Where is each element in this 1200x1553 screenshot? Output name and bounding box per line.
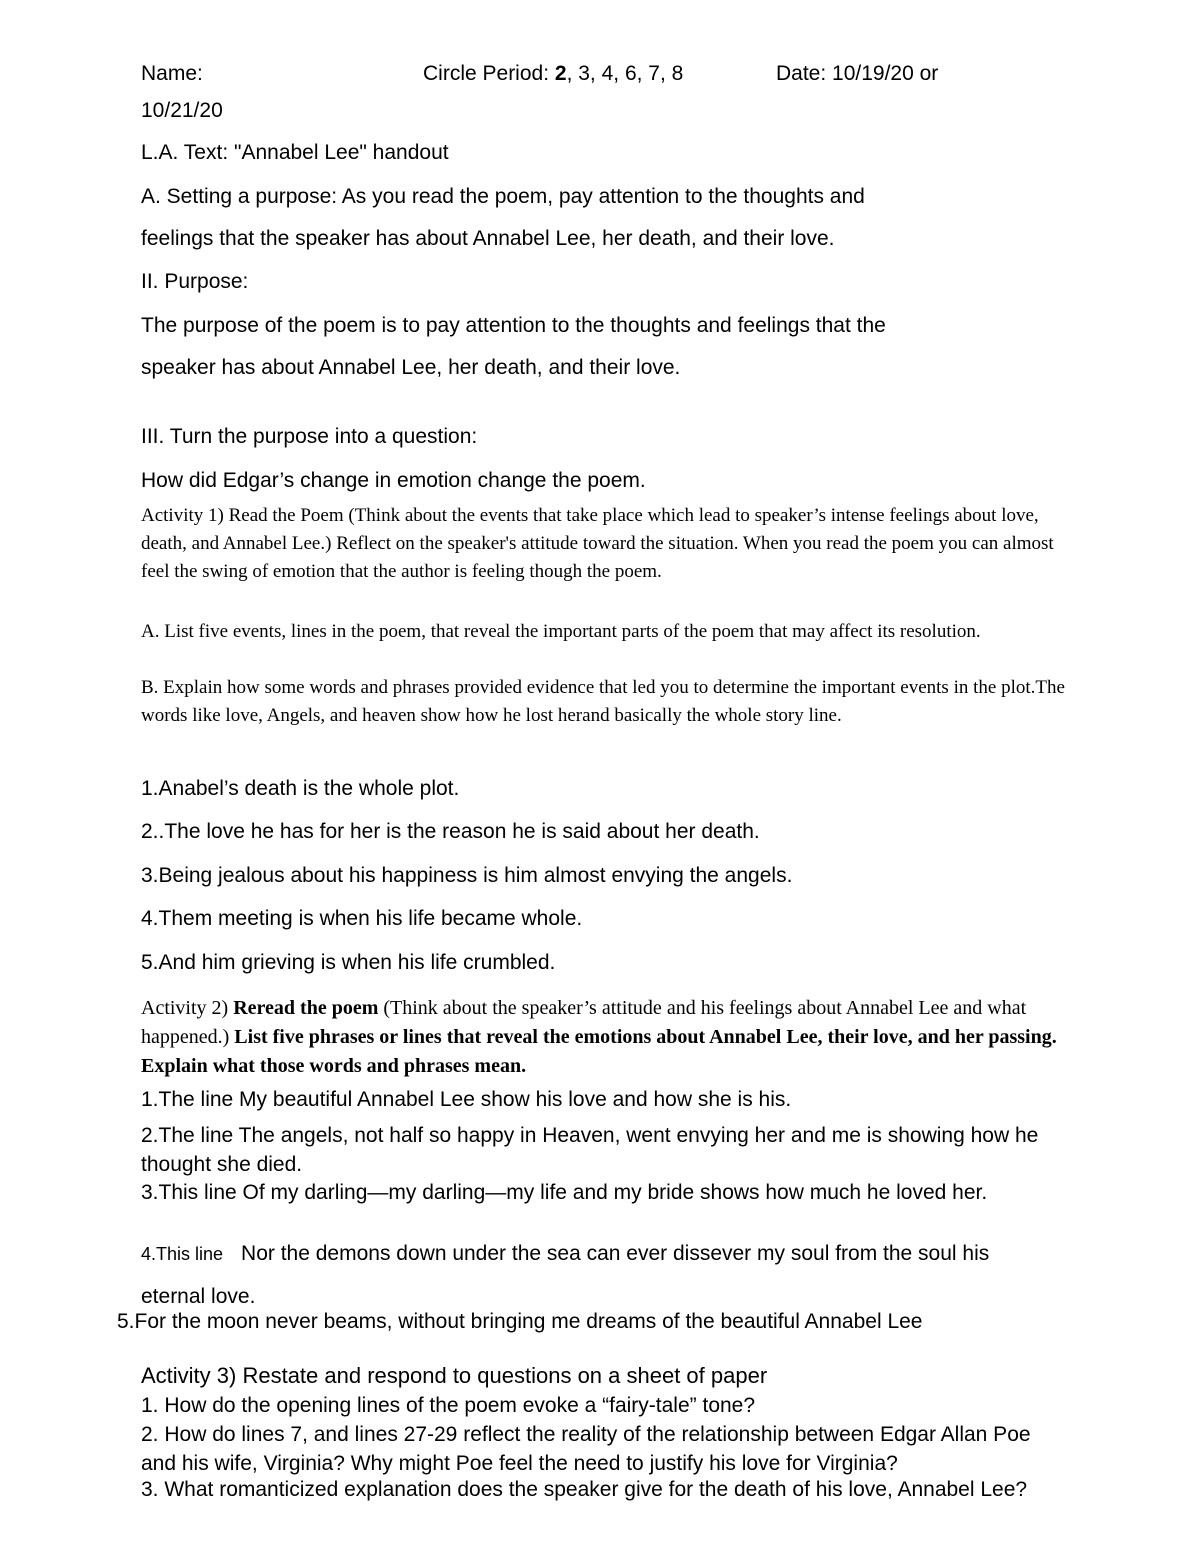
period-label: Circle Period:	[423, 62, 555, 85]
activity2-answer-4-cont: eternal love.	[141, 1285, 256, 1308]
date-label: Date: 10/19/20 or	[776, 62, 939, 85]
activity1-answer-4: 4.Them meeting is when his life became whole.	[141, 907, 583, 930]
date-continued: 10/21/20	[141, 99, 223, 122]
activity2-answer-4-text: Nor the demons down under the sea can ever dissever my soul from the soul his	[241, 1242, 990, 1265]
section-ii-heading: II. Purpose:	[141, 270, 249, 293]
activity2-task: List five phrases or lines that reveal the emotions about Annabel Lee, their love, and her passing. Explain what those words and phrases mean.	[141, 1026, 1057, 1077]
activity2-answer-5: 5.For the moon never beams, without bringing me dreams of the beautiful Annabel Lee	[117, 1310, 923, 1333]
activity1-intro: Activity 1) Read the Poem (Think about the events that take place which lead to speaker’s intense feelings about love, death, and Annabel Lee.) Reflect on the speaker's attitude toward the situation. When you read the poem you can almost feel the swing of emotion that the author is feeling though the poem.	[141, 505, 1054, 582]
name-label: Name:	[141, 62, 203, 85]
activity1-answer-5: 5.And him grieving is when his life crumbled.	[141, 951, 556, 974]
period-selected: 2	[554, 62, 567, 85]
section-iii-question: How did Edgar’s change in emotion change the poem.	[141, 469, 646, 492]
section-ii-line1: The purpose of the poem is to pay attention to the thoughts and feelings that the	[141, 314, 886, 337]
activity3-question-2: 2. How do lines 7, and lines 27-29 reflect the reality of the relationship between Edgar Allan Poe and his wife, Virginia? Why might Poe feel the need to justify his love for Virginia?	[141, 1423, 1031, 1475]
activity3-question-3: 3. What romanticized explanation does the speaker give for the death of his love, Annabel Lee?	[141, 1478, 1028, 1501]
activity2-answer-3: 3.This line Of my darling—my darling—my life and my bride shows how much he loved her.	[141, 1181, 988, 1204]
activity1-part-a: A. List five events, lines in the poem, that reveal the important parts of the poem that may affect its resolution.	[141, 621, 981, 642]
section-iii-heading: III. Turn the purpose into a question:	[141, 425, 478, 448]
activity1-answer-1: 1.Anabel’s death is the whole plot.	[141, 777, 460, 800]
section-ii-line2: speaker has about Annabel Lee, her death, and their love.	[141, 356, 681, 379]
activity2-answer-2: 2.The line The angels, not half so happy in Heaven, went envying her and me is showing how he thought she died.	[141, 1124, 1039, 1176]
activity3-heading: Activity 3) Restate and respond to questions on a sheet of paper	[141, 1363, 768, 1388]
activity2-reread: Reread the poem	[233, 997, 379, 1019]
activity2-instructions: (Think about the speaker’s attitude and his feelings about Annabel Lee and what happened.)	[141, 997, 1027, 1048]
activity2-answer-1: 1.The line My beautiful Annabel Lee show his love and how she is his.	[141, 1088, 792, 1111]
period-options: , 3, 4, 6, 7, 8	[566, 62, 684, 85]
activity1-part-b: B. Explain how some words and phrases provided evidence that led you to determine the important events in the plot.The words like love, Angels, and heaven show how he lost herand basically the whole story line.	[141, 677, 1065, 726]
circle-period	[423, 58, 683, 90]
activity2-answer-4	[141, 1238, 1071, 1270]
activity2-label: Activity 2)	[141, 997, 234, 1019]
text-title: L.A. Text: "Annabel Lee" handout	[141, 141, 449, 164]
section-a-line1: A. Setting a purpose: As you read the poem, pay attention to the thoughts and	[141, 185, 865, 208]
activity3-question-1: 1. How do the opening lines of the poem evoke a “fairy-tale” tone?	[141, 1394, 756, 1417]
activity2-answer-4-prefix: 4.This line	[141, 1244, 224, 1264]
activity1-answer-2: 2..The love he has for her is the reason he is said about her death.	[141, 820, 760, 843]
activity1-answer-3: 3.Being jealous about his happiness is him almost envying the angels.	[141, 864, 793, 887]
section-a-line2: feelings that the speaker has about Annabel Lee, her death, and their love.	[141, 227, 835, 250]
activity2-intro	[141, 994, 1061, 1081]
